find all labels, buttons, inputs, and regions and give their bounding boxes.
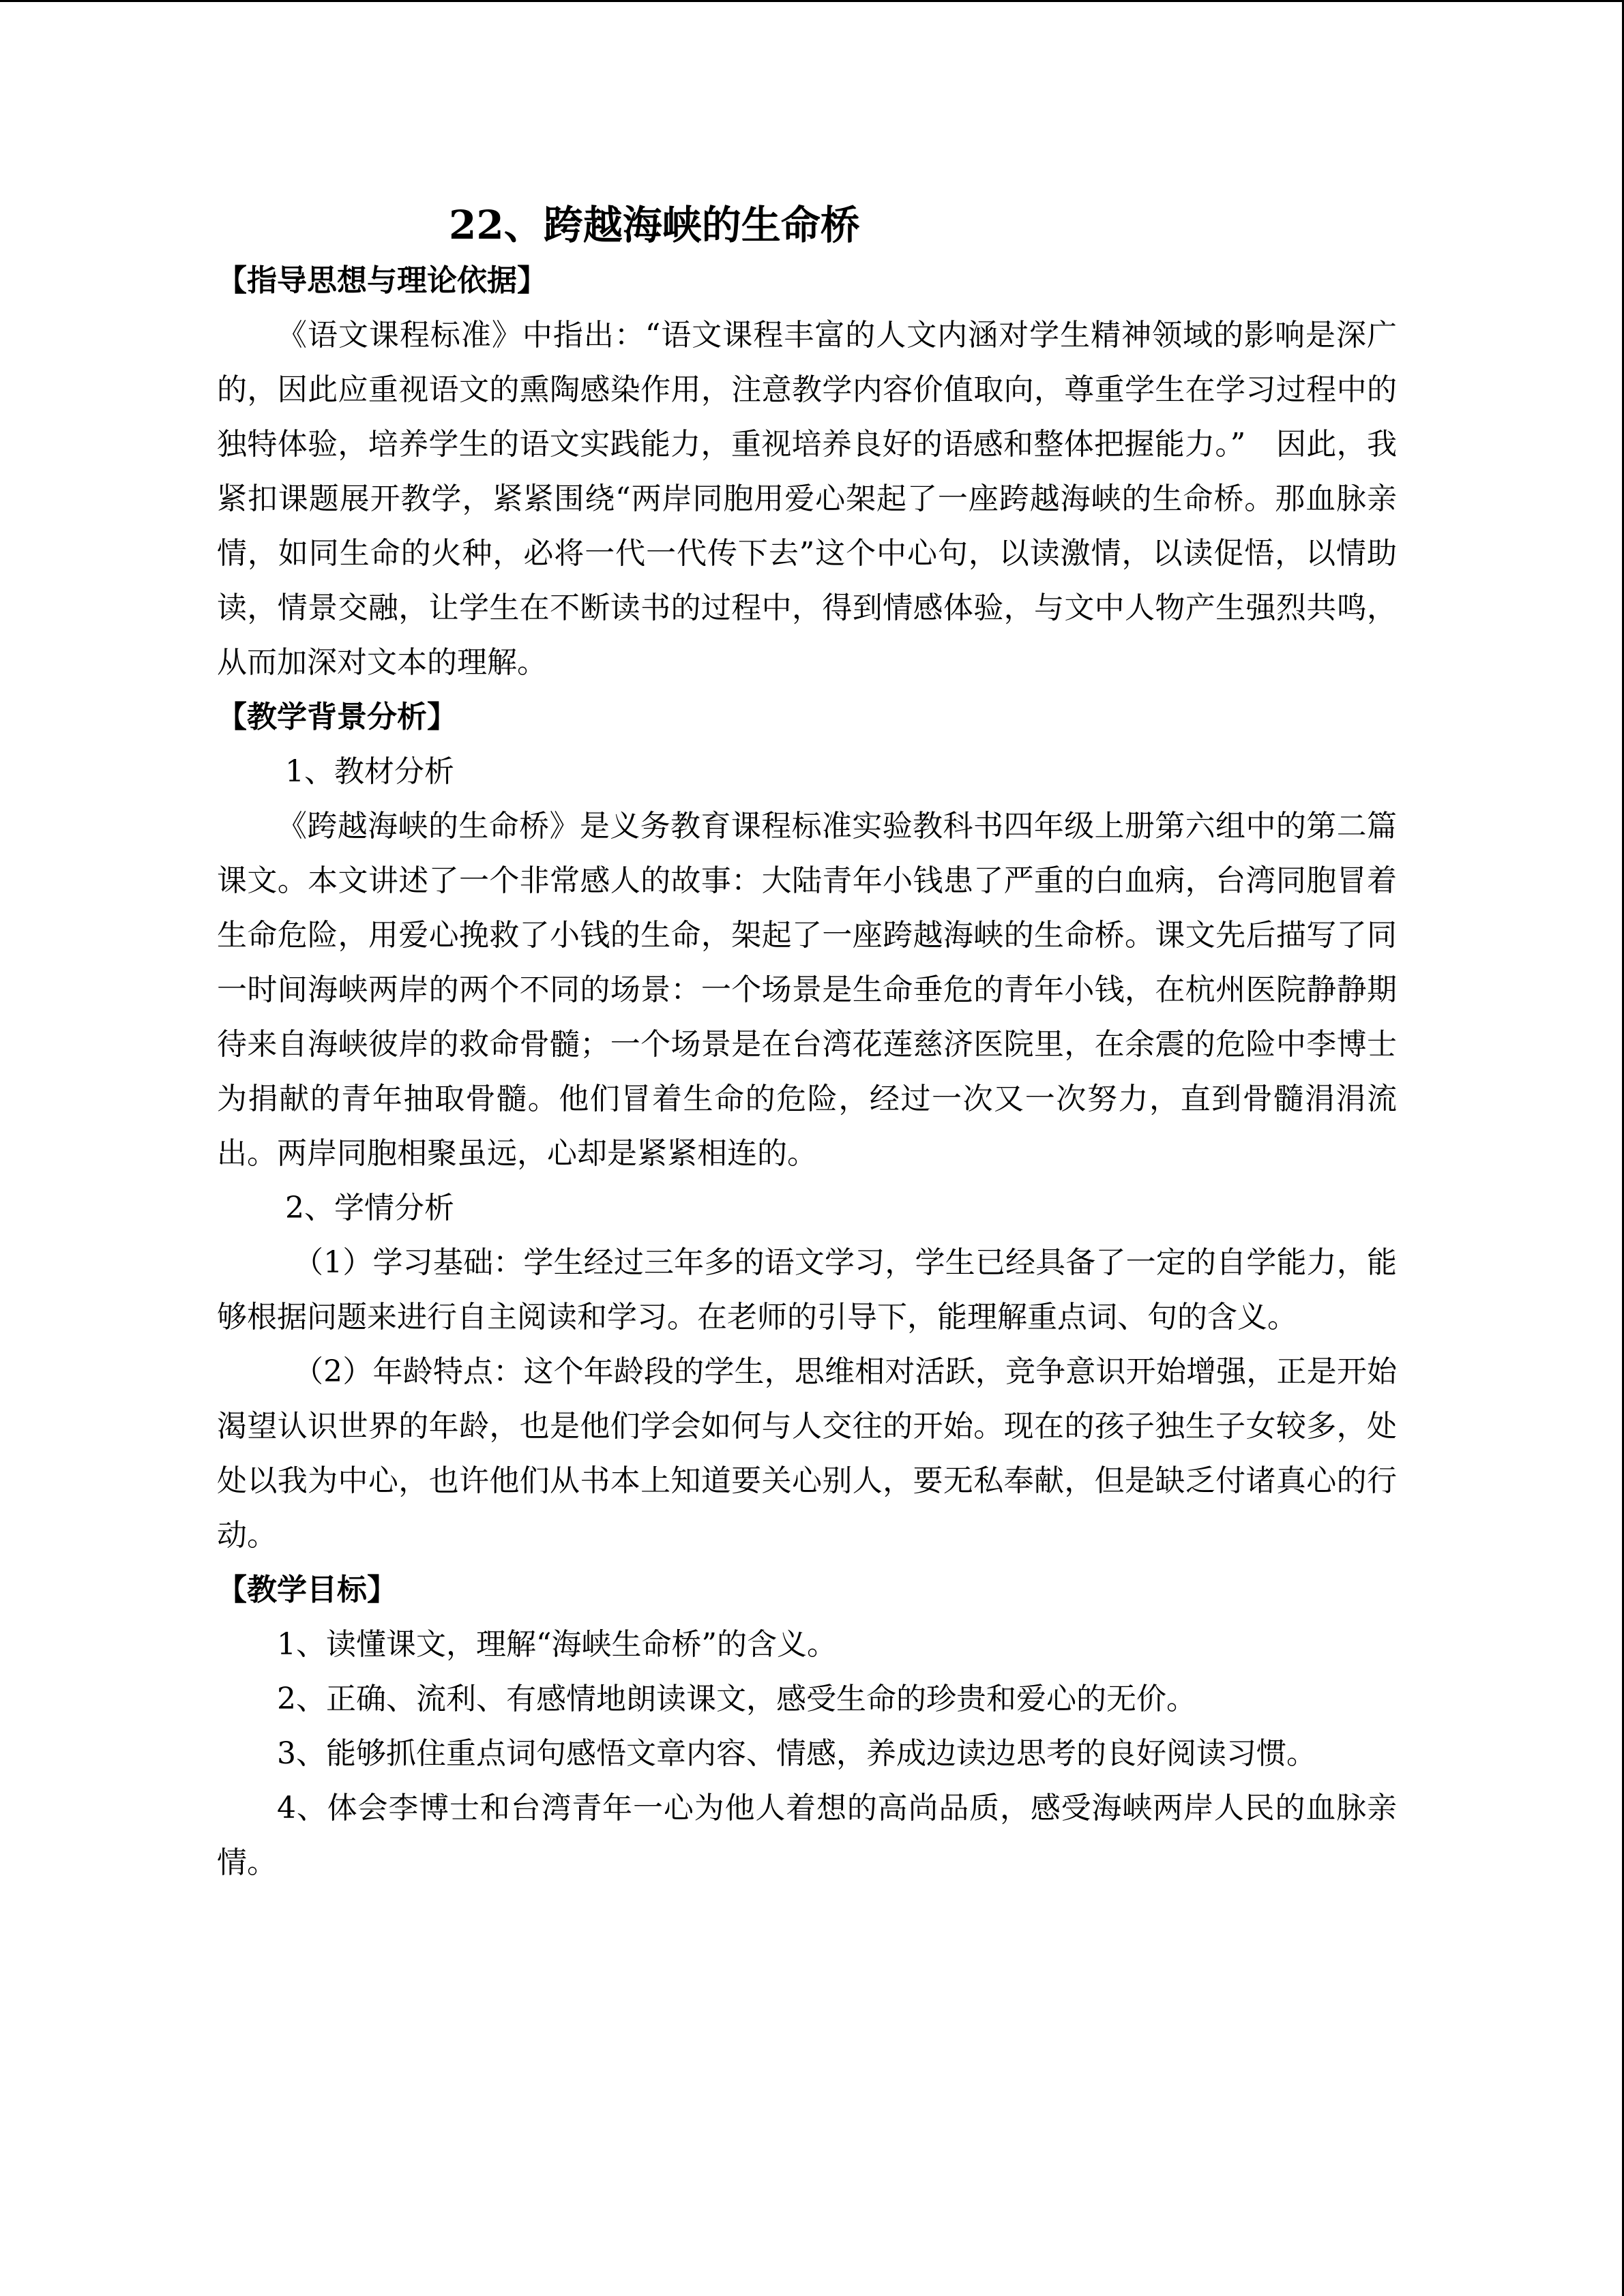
paragraph-age-characteristics: （2）年龄特点：这个年龄段的学生，思维相对活跃，竞争意识开始增强，正是开始渴望认识世界的年龄，也是他们学会如何与人交往的开始。现在的孩子独生子女较多，处处以我为中心，也许他们从书本上知道要关心别人，要无私奉献，但是缺乏付诸真心的行动。 [217,1354,1397,1553]
subheading-textbook-analysis: 1、教材分析 [285,754,454,789]
goal-item: 2、正确、流利、有感情地朗读课文，感受生命的珍贵和爱心的无价。 [277,1682,1196,1716]
goal-item: 1、读懂课文，理解“海峡生命桥”的含义。 [277,1627,837,1662]
paragraph-textbook-analysis: 《跨越海峡的生命桥》是义务教育课程标准实验教科书四年级上册第六组中的第二篇课文。本文讲述了一个非常感人的故事：大陆青年小钱患了严重的白血病，台湾同胞冒着生命危险，用爱心挽救了小钱的生命，架起了一座跨越海峡的生命桥。课文先后描写了同一时间海峡两岸的两个不同的场景：一个场景是生命垂危的青年小钱，在杭州医院静静期待来自海峡彼岸的救命骨髓；一个场景是在台湾花莲慈济医院里，在余震的危险中李博士为捐献的青年抽取骨髓。他们冒着生命的危险，经过一次又一次努力，直到骨髓涓涓流出。两岸同胞相聚虽远，心却是紧紧相连的。 [217,809,1397,1171]
section-heading-goals: 【教学目标】 [217,1572,397,1607]
paragraph-learning-basis: （1）学习基础：学生经过三年多的语文学习，学生已经具备了一定的自学能力，能够根据问题来进行自主阅读和学习。在老师的引导下，能理解重点词、句的含义。 [217,1245,1397,1335]
document-title: 22、跨越海峡的生命桥 [449,202,860,248]
goal-item: 3、能够抓住重点词句感悟文章内容、情感，养成边读边思考的良好阅读习惯。 [277,1736,1316,1771]
subheading-student-analysis: 2、学情分析 [285,1191,454,1225]
section-heading-background: 【教学背景分析】 [217,700,457,734]
document-body [217,196,1397,1890]
goal-item: 4、体会李博士和台湾青年一心为他人着想的高尚品质，感受海峡两岸人民的血脉亲情。 [217,1791,1397,1880]
section-heading-guiding-thought: 【指导思想与理论依据】 [217,263,547,298]
paragraph-guiding-thought: 《语文课程标准》中指出：“语文课程丰富的人文内涵对学生精神领域的影响是深广的，因此应重视语文的熏陶感染作用，注意教学内容价值取向，尊重学生在学习过程中的独特体验，培养学生的语文实践能力，重视培养良好的语感和整体把握能力。” 因此，我紧扣课题展开教学，紧紧围绕“两岸同胞用爱心架起了一座跨越海峡的生命桥。那血脉亲情，如同生命的火种，必将一代一代传下去”这个中心句，以读激情，以读促悟，以情助读，情景交融，让学生在不断读书的过程中，得到情感体验，与文中人物产生强烈共鸣，从而加深对文本的理解。 [217,318,1397,680]
